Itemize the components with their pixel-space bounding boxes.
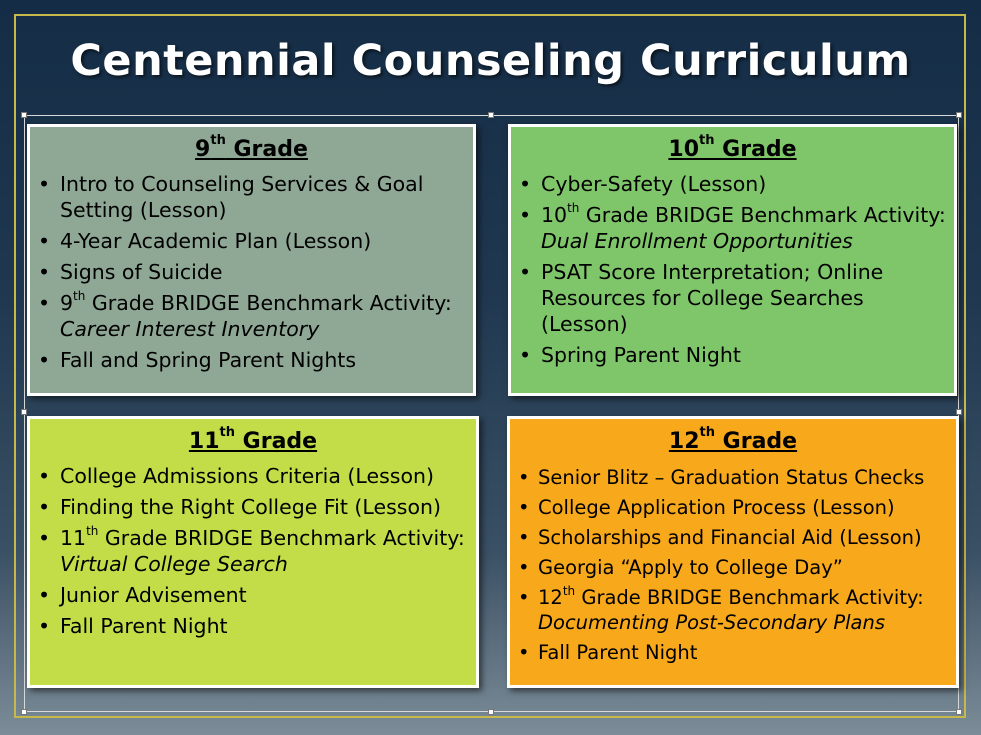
item-text: Finding the Right College Fit (Lesson) bbox=[60, 495, 441, 519]
curriculum-item bbox=[511, 342, 954, 368]
item-text: Grade BRIDGE Benchmark Activity: bbox=[575, 586, 924, 609]
item-text: Grade BRIDGE Benchmark Activity: bbox=[85, 291, 452, 315]
item-grade-number: 12 bbox=[538, 586, 563, 609]
curriculum-item bbox=[511, 171, 954, 197]
item-grade-number: 11 bbox=[60, 526, 87, 550]
item-text: Fall Parent Night bbox=[60, 614, 228, 638]
slide-title: Centennial Counseling Curriculum bbox=[70, 36, 911, 86]
curriculum-item bbox=[510, 640, 956, 665]
resize-handle-bottom-left[interactable] bbox=[21, 709, 27, 715]
curriculum-item bbox=[30, 494, 476, 520]
curriculum-list bbox=[511, 171, 954, 368]
curriculum-list bbox=[30, 463, 476, 639]
item-text: Signs of Suicide bbox=[60, 260, 223, 284]
item-text: Junior Advisement bbox=[60, 583, 247, 607]
curriculum-item bbox=[30, 347, 473, 373]
curriculum-item bbox=[510, 495, 956, 520]
item-text: 4-Year Academic Plan (Lesson) bbox=[60, 229, 372, 253]
resize-handle-bottom-right[interactable] bbox=[956, 709, 962, 715]
item-text: College Admissions Criteria (Lesson) bbox=[60, 464, 434, 488]
grade-label: Grade bbox=[714, 137, 797, 162]
item-grade-suffix: th bbox=[562, 583, 576, 598]
curriculum-item bbox=[30, 582, 476, 608]
grade-label: Grade bbox=[235, 429, 318, 454]
item-emphasis: Virtual College Search bbox=[60, 552, 288, 576]
curriculum-item bbox=[510, 555, 956, 580]
curriculum-item bbox=[30, 290, 473, 342]
grade-suffix: th bbox=[699, 133, 715, 148]
grade-label: Grade bbox=[225, 137, 308, 162]
curriculum-item bbox=[510, 525, 956, 550]
item-text: Cyber-Safety (Lesson) bbox=[541, 172, 767, 196]
grade-10-box[interactable] bbox=[508, 124, 957, 396]
item-text: Grade BRIDGE Benchmark Activity: bbox=[579, 203, 946, 227]
grade-suffix: th bbox=[699, 425, 715, 440]
curriculum-item bbox=[30, 228, 473, 254]
item-grade-suffix: th bbox=[73, 289, 86, 304]
curriculum-item bbox=[30, 613, 476, 639]
grade-suffix: th bbox=[219, 425, 235, 440]
item-text: Georgia “Apply to College Day” bbox=[538, 556, 843, 579]
curriculum-item bbox=[510, 585, 956, 635]
grade-12-box[interactable] bbox=[507, 416, 959, 688]
item-emphasis: Dual Enrollment Opportunities bbox=[541, 229, 853, 253]
resize-handle-bottom-center[interactable] bbox=[488, 709, 494, 715]
item-text: Fall and Spring Parent Nights bbox=[60, 348, 357, 372]
curriculum-list bbox=[30, 171, 473, 373]
item-grade-number: 9 bbox=[60, 291, 74, 315]
item-text: PSAT Score Interpretation; Online Resources for College Searches (Lesson) bbox=[541, 260, 884, 336]
resize-handle-top-left[interactable] bbox=[21, 112, 27, 118]
grade-suffix: th bbox=[210, 133, 226, 148]
item-text: Scholarships and Financial Aid (Lesson) bbox=[538, 526, 922, 549]
item-text: Senior Blitz – Graduation Status Checks bbox=[538, 466, 925, 489]
resize-handle-top-right[interactable] bbox=[956, 112, 962, 118]
grade-number: 10 bbox=[668, 137, 700, 162]
curriculum-list bbox=[510, 465, 956, 665]
grade-number: 9 bbox=[195, 137, 211, 162]
curriculum-item bbox=[30, 259, 473, 285]
grade-number: 12 bbox=[668, 429, 700, 454]
item-text: Spring Parent Night bbox=[541, 343, 741, 367]
item-grade-number: 10 bbox=[541, 203, 568, 227]
curriculum-item bbox=[511, 259, 954, 337]
item-text: Fall Parent Night bbox=[538, 641, 698, 664]
grade-heading bbox=[510, 419, 956, 457]
grade-number: 11 bbox=[188, 429, 220, 454]
grade-heading bbox=[30, 419, 476, 457]
item-text: College Application Process (Lesson) bbox=[538, 496, 895, 519]
grade-heading bbox=[511, 127, 954, 165]
grade-heading bbox=[30, 127, 473, 165]
item-grade-suffix: th bbox=[567, 201, 580, 216]
grade-label: Grade bbox=[715, 429, 798, 454]
item-emphasis: Documenting Post-Secondary Plans bbox=[538, 611, 886, 634]
resize-handle-top-center[interactable] bbox=[488, 112, 494, 118]
curriculum-item bbox=[511, 202, 954, 254]
item-text: Intro to Counseling Services & Goal Setting (Lesson) bbox=[60, 172, 424, 222]
item-emphasis: Career Interest Inventory bbox=[60, 317, 320, 341]
grade-11-box[interactable] bbox=[27, 416, 479, 688]
resize-handle-middle-right[interactable] bbox=[956, 409, 962, 415]
curriculum-item bbox=[30, 463, 476, 489]
curriculum-item bbox=[30, 171, 473, 223]
curriculum-item bbox=[510, 465, 956, 490]
curriculum-item bbox=[30, 525, 476, 577]
resize-handle-middle-left[interactable] bbox=[21, 409, 27, 415]
item-text: Grade BRIDGE Benchmark Activity: bbox=[98, 526, 465, 550]
item-grade-suffix: th bbox=[86, 524, 99, 539]
grade-9-box[interactable] bbox=[27, 124, 476, 396]
